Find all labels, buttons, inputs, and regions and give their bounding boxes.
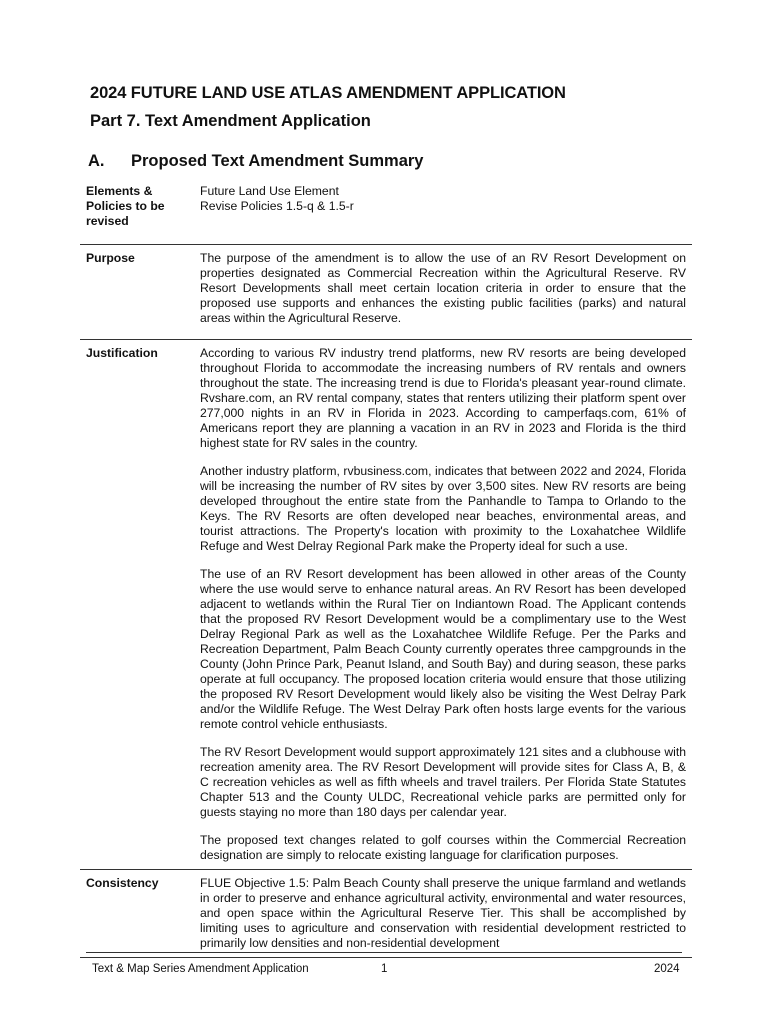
footer-document-name: Text & Map Series Amendment Application	[92, 963, 309, 975]
elements-value-line-2: Revise Policies 1.5-q & 1.5-r	[200, 199, 354, 213]
elements-value	[200, 178, 692, 245]
section-letter: A.	[88, 152, 105, 170]
purpose-label: Purpose	[80, 245, 200, 340]
elements-label: Elements & Policies to be revised	[80, 178, 200, 245]
footer-divider	[86, 952, 682, 953]
consistency-text: FLUE Objective 1.5: Palm Beach County shall preserve the unique farmland and wetlands in order to preserve and enhance agricultural activity, environmental and water resources, and open space within the Agricultural Reserve Tier. This shall be accomplished by limiting uses to agriculture and conservation with residential development restricted to primarily low densities and non-residential development	[200, 870, 692, 958]
justification-paragraph: Another industry platform, rvbusiness.com, indicates that between 2022 and 2024, Florida will be increasing the number of RV sites by over 3,500 sites. New RV resorts are being developed throughout the entire state from the Panhandle to Tampa to Orlando to the Keys. The RV Resorts are often developed near beaches, environmental areas, and tourist attractions. The Property's location with proximity to the Loxahatchee Wildlife Refuge and West Delray Regional Park make the Property ideal for such a use.	[200, 464, 686, 553]
justification-paragraph: According to various RV industry trend platforms, new RV resorts are being developed throughout Florida to accommodate the increasing numbers of RV rentals and owners throughout the state. The increasing trend is due to Florida's pleasant year-round climate. Rvshare.com, an RV rental company, states that renters utilizing their platform spent over 277,000 nights in an RV in Florida in 2023. According to camperfaqs.com, 61% of Americans report they are planning a vacation in an RV in 2023 and Florida is the third highest state for RV sales in the country.	[200, 346, 686, 450]
elements-value-line-1: Future Land Use Element	[200, 184, 339, 198]
section-heading	[88, 152, 423, 171]
amendment-summary-table	[80, 178, 692, 958]
footer-year: 2024	[654, 963, 680, 975]
justification-label: Justification	[80, 340, 200, 870]
table-row-purpose	[80, 245, 692, 340]
justification-text	[200, 340, 692, 870]
table-row-consistency	[80, 870, 692, 958]
footer-page-number: 1	[381, 963, 388, 975]
justification-paragraph: The proposed text changes related to golf courses within the Commercial Recreation designation are simply to relocate existing language for clarification purposes.	[200, 833, 686, 862]
table-row-elements	[80, 178, 692, 245]
justification-paragraph: The use of an RV Resort development has been allowed in other areas of the County where the use would serve to enhance natural areas. An RV Resort has been developed adjacent to wetlands within the Rural Tier on Indiantown Road. The Applicant contends that the proposed RV Resort Development would be a complimentary use to the West Delray Regional Park as well as the Loxahatchee Wildlife Refuge. Per the Parks and Recreation Department, Palm Beach County currently operates three campgrounds in the County (John Prince Park, Peanut Island, and South Bay) and during season, these parks operate at full occupancy. The proposed location criteria would ensure that those utilizing the proposed RV Resort Development would likely also be visiting the West Delray Park and/or the Wildlife Refuge. The West Delray Park often hosts large events for the various remote control vehicle enthusiasts.	[200, 567, 686, 731]
purpose-text: The purpose of the amendment is to allow the use of an RV Resort Development on properties designated as Commercial Recreation within the Agricultural Reserve. RV Resort Developments shall meet certain location criteria in order to ensure that the proposed use supports and enhances the existing public facilities (parks) and natural areas within the Agricultural Reserve.	[200, 245, 692, 340]
justification-paragraph: The RV Resort Development would support approximately 121 sites and a clubhouse with recreation amenity area. The RV Resort Development will provide sites for Class A, B, & C recreation vehicles as well as fifth wheels and travel trailers. Per Florida State Statutes Chapter 513 and the County ULDC, Recreational vehicle parks are permitted only for guests staying no more than 180 days per calendar year.	[200, 745, 686, 819]
table-row-justification	[80, 340, 692, 870]
consistency-label: Consistency	[80, 870, 200, 958]
section-title: Proposed Text Amendment Summary	[131, 152, 424, 170]
part-title: Part 7. Text Amendment Application	[90, 112, 371, 130]
page-title: 2024 FUTURE LAND USE ATLAS AMENDMENT APPLICATION	[90, 84, 566, 102]
